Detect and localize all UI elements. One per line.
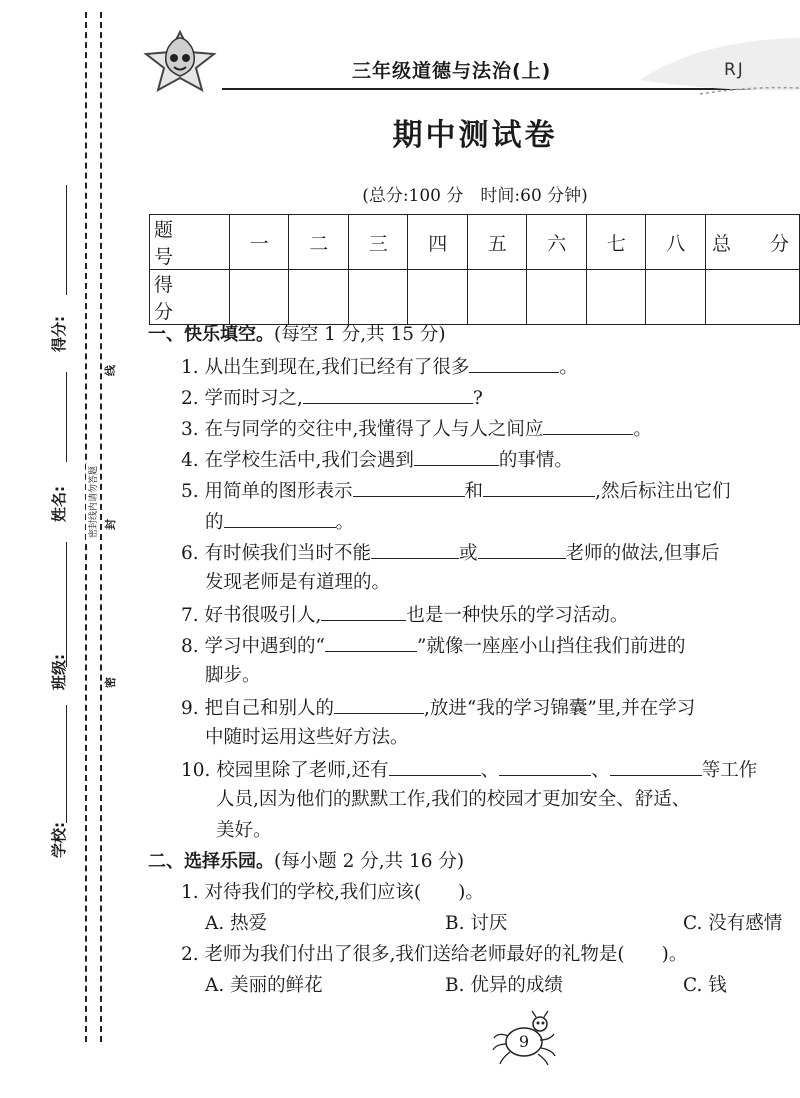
col-head-1: 一	[229, 215, 289, 270]
exam-title: 期中测试卷	[392, 118, 558, 153]
question-text: 2. 老师为我们付出了很多,我们送给老师最好的礼物是( )。	[181, 944, 688, 965]
question-text: 10. 校园里除了老师,还有	[181, 760, 389, 781]
score-cell[interactable]	[229, 270, 289, 325]
question-text: ,然后标注出它们	[595, 481, 731, 502]
seal-char-secret: 密	[104, 677, 117, 688]
question-text: 等工作	[701, 760, 758, 781]
score-cell[interactable]	[467, 270, 527, 325]
col-head-total: 总 分	[705, 215, 799, 270]
name-write-line	[66, 372, 67, 462]
col-head-6: 六	[527, 215, 587, 270]
option-b[interactable]: B. 优异的成绩	[445, 975, 563, 996]
question-1-1: 1. 从出生到现在,我们已经有了很多 。	[181, 354, 578, 380]
question-1-8-cont	[205, 664, 261, 688]
question-1-5	[181, 478, 730, 504]
section1-title: 一、快乐填空。	[148, 324, 274, 345]
mascot-star-logo	[138, 28, 222, 96]
section1-heading	[148, 323, 446, 347]
question-text: ,放进“我的学习锦囊”里,并在学习	[424, 698, 696, 719]
question-text: 或	[459, 543, 478, 564]
option-a[interactable]: A. 热爱	[205, 913, 268, 934]
seal-notice: 密封线内请勿答题	[86, 464, 99, 540]
question-text: 和	[464, 481, 484, 502]
answer-blank[interactable]	[610, 757, 702, 776]
header-swoosh-decoration	[640, 30, 800, 100]
question-1-5-cont: 的 。	[205, 509, 354, 535]
question-text: 2. 学而时习之,	[181, 388, 303, 409]
answer-blank[interactable]	[224, 509, 336, 528]
question-2-1	[181, 881, 484, 905]
option-c[interactable]: C. 钱	[683, 975, 727, 996]
score-cell[interactable]	[646, 270, 706, 325]
question-text: 5. 用简单的图形表示	[181, 481, 353, 502]
answer-blank[interactable]	[478, 540, 566, 559]
question-1-3: 3. 在与同学的交往中,我懂得了人与人之间应 。	[181, 416, 652, 442]
question-text: 3. 在与同学的交往中,我懂得了人与人之间应	[181, 419, 544, 440]
question-text: 、	[591, 760, 610, 781]
col-head-3: 三	[348, 215, 408, 270]
question-text: 7. 好书很吸引人,	[181, 605, 322, 626]
question-text: 脚步。	[205, 665, 261, 686]
col-head-5: 五	[467, 215, 527, 270]
answer-blank[interactable]	[389, 757, 481, 776]
question-text: 1. 从出生到现在,我们已经有了很多	[181, 357, 470, 378]
answer-blank[interactable]	[325, 633, 417, 652]
score-cell-total[interactable]	[705, 270, 799, 325]
answer-blank[interactable]	[303, 385, 473, 404]
school-write-line	[66, 705, 67, 823]
question-1-9-cont	[205, 726, 409, 750]
question-1-2: 2. 学而时习之, ?	[181, 385, 483, 411]
score-cell[interactable]	[408, 270, 468, 325]
score-table-score-row	[150, 270, 800, 325]
question-text: 的事情。	[498, 450, 573, 471]
question-1-10	[181, 757, 757, 783]
score-cell[interactable]	[527, 270, 587, 325]
question-text: ”就像一座座小山挡住我们前进的	[417, 636, 686, 657]
score-table	[149, 214, 800, 325]
option-c[interactable]: C. 没有感情	[683, 913, 783, 934]
question-text: 6. 有时候我们当时不能	[181, 543, 372, 564]
score-table-header-row	[150, 215, 800, 270]
question-1-4	[181, 447, 573, 473]
question-text: 也是一种快乐的学习活动。	[406, 605, 629, 626]
row-head-number: 题 号	[150, 215, 230, 270]
page-number: 9	[518, 1032, 530, 1051]
question-text: 发现老师是有道理的。	[205, 572, 391, 593]
col-head-7: 七	[586, 215, 646, 270]
section2-heading	[148, 850, 464, 874]
question-text: 4. 在学校生活中,我们会遇到	[181, 450, 414, 471]
question-1-10-cont2	[216, 819, 272, 843]
score-cell[interactable]	[348, 270, 408, 325]
score-cell[interactable]	[289, 270, 349, 325]
question-text: 中随时运用这些好方法。	[205, 727, 409, 748]
answer-blank[interactable]	[334, 695, 424, 714]
answer-blank[interactable]	[371, 540, 459, 559]
section2-title: 二、选择乐园。	[148, 851, 274, 872]
exam-meta: (总分:100 分 时间:60 分钟)	[362, 186, 588, 206]
question-1-6-cont	[205, 571, 390, 595]
question-1-6	[181, 540, 719, 566]
class-write-line	[66, 542, 67, 667]
answer-blank[interactable]	[353, 478, 465, 497]
option-b[interactable]: B. 讨厌	[445, 913, 508, 934]
section2-note: (每小题 2 分,共 16 分)	[274, 851, 465, 872]
answer-blank[interactable]	[543, 416, 633, 435]
question-1-8	[181, 633, 685, 659]
question-text: 老师的做法,但事后	[565, 543, 720, 564]
question-text: 人员,因为他们的默默工作,我们的校园才更加安全、舒适、	[216, 789, 691, 810]
option-a[interactable]: A. 美丽的鲜花	[205, 975, 323, 996]
question-1-10-cont	[216, 788, 690, 812]
seal-char-seal: 封	[104, 519, 117, 530]
question-1-9	[181, 695, 695, 721]
school-label: 学校:	[50, 822, 68, 858]
col-head-2: 二	[289, 215, 349, 270]
class-label: 班级:	[50, 654, 68, 690]
answer-blank[interactable]	[483, 478, 595, 497]
row-head-score: 得 分	[150, 270, 230, 325]
seal-char-line: 线	[104, 365, 117, 376]
question-text: 、	[480, 760, 500, 781]
answer-blank[interactable]	[321, 602, 406, 621]
question-text: 8. 学习中遇到的“	[181, 636, 325, 657]
score-label: 得分:	[50, 316, 68, 352]
score-cell[interactable]	[586, 270, 646, 325]
col-head-8: 八	[646, 215, 706, 270]
question-text: 9. 把自己和别人的	[181, 698, 335, 719]
section1-note: (每空 1 分,共 15 分)	[274, 324, 446, 345]
col-head-4: 四	[408, 215, 468, 270]
question-2-2	[181, 943, 687, 967]
answer-blank[interactable]	[499, 757, 591, 776]
edition-badge: RJ	[724, 60, 745, 80]
name-label: 姓名:	[50, 486, 68, 522]
question-text: 美好。	[216, 820, 272, 841]
subject-title: 三年级道德与法治(上)	[352, 60, 552, 82]
question-text: 的	[205, 512, 224, 533]
question-text: 1. 对待我们的学校,我们应该( )。	[181, 882, 484, 903]
question-1-7	[181, 602, 628, 628]
answer-blank[interactable]	[414, 447, 499, 466]
answer-blank[interactable]	[469, 354, 559, 373]
